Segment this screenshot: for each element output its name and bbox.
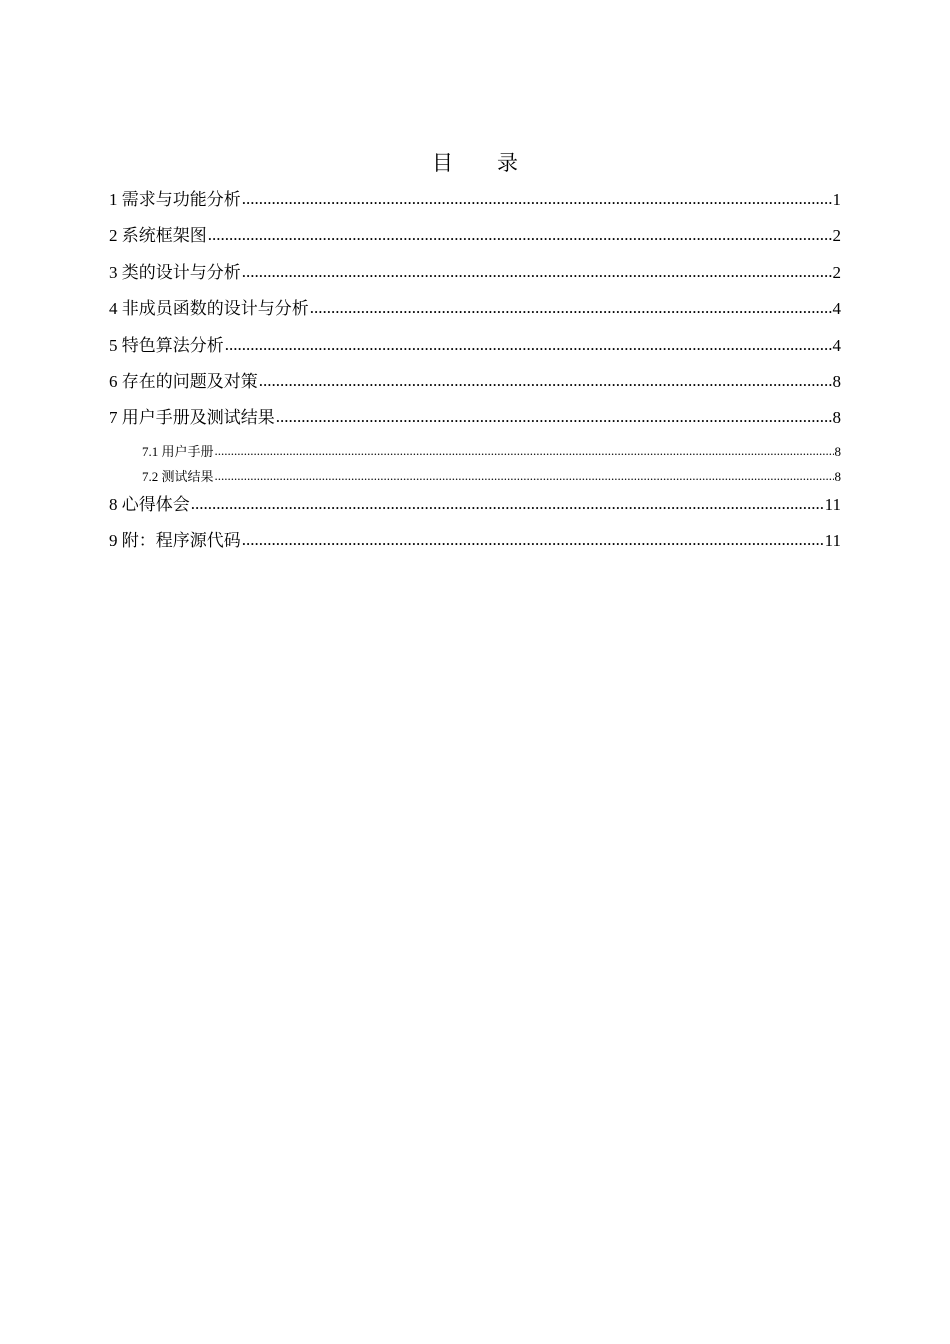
toc-dot-leader [242, 186, 832, 212]
toc-entry-7[interactable] [109, 405, 841, 441]
toc-dot-leader [276, 404, 832, 430]
toc-entry-label: 9 附：程序源代码 [109, 531, 241, 551]
toc-entry-page: 11 [824, 531, 841, 551]
toc-entry-label: 4 非成员函数的设计与分析 [109, 299, 309, 319]
toc-entry-page: 1 [832, 190, 841, 209]
toc-entry-label: 7.1 用户手册 [142, 443, 214, 459]
toc-entry-page: 2 [832, 262, 841, 282]
toc-title [0, 148, 950, 178]
toc-entry-9[interactable] [109, 528, 841, 564]
toc-entry-label: 5 特色算法分析 [109, 335, 224, 355]
toc-list [109, 187, 841, 565]
toc-dot-leader [208, 222, 832, 248]
toc-entry-label: 3 类的设计与分析 [109, 262, 241, 282]
toc-entry-page: 2 [832, 226, 841, 246]
toc-entry-3[interactable] [109, 260, 841, 296]
toc-entry-5[interactable] [109, 333, 841, 369]
toc-entry-page: 4 [832, 299, 841, 319]
toc-dot-leader [225, 332, 832, 358]
toc-entry-page: 11 [824, 494, 841, 514]
toc-dot-leader [242, 527, 824, 553]
toc-entry-2[interactable] [109, 223, 841, 259]
toc-entry-page: 8 [834, 443, 841, 459]
toc-entry-7-2[interactable] [109, 467, 841, 492]
toc-dot-leader [242, 259, 832, 285]
toc-entry-4[interactable] [109, 296, 841, 332]
toc-entry-label: 7 用户手册及测试结果 [109, 408, 275, 428]
toc-entry-page: 8 [832, 371, 841, 391]
toc-title-char-1: 目 [432, 151, 453, 175]
toc-dot-leader [259, 368, 832, 394]
toc-title-char-2: 录 [497, 151, 518, 175]
toc-dot-leader [215, 441, 834, 460]
toc-entry-8[interactable] [109, 492, 841, 528]
toc-entry-label: 7.2 测试结果 [142, 468, 214, 484]
toc-entry-label: 6 存在的问题及对策 [109, 371, 258, 391]
toc-dot-leader [191, 491, 824, 517]
toc-dot-leader [215, 466, 834, 485]
toc-entry-page: 8 [832, 408, 841, 428]
toc-entry-1[interactable] [109, 187, 841, 223]
toc-entry-label: 1 需求与功能分析 [109, 190, 241, 209]
toc-entry-page: 8 [834, 468, 841, 484]
toc-dot-leader [310, 295, 832, 321]
toc-entry-page: 4 [832, 335, 841, 355]
toc-entry-label: 8 心得体会 [109, 494, 190, 514]
toc-entry-6[interactable] [109, 369, 841, 405]
toc-entry-label: 2 系统框架图 [109, 226, 207, 246]
toc-entry-7-1[interactable] [109, 442, 841, 467]
